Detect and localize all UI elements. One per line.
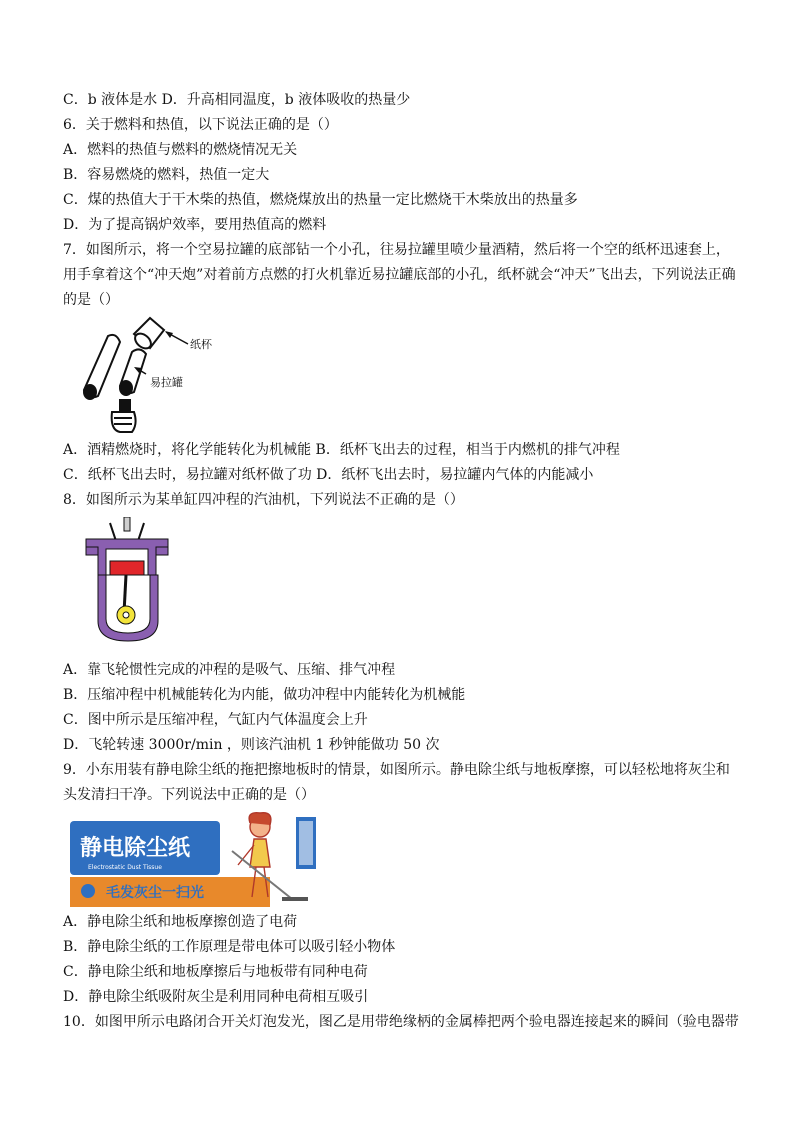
option-line: C．煤的热值大于干木柴的热值，燃烧煤放出的热量一定比燃烧干木柴放出的热量多 (63, 192, 578, 208)
option-line: B．容易燃烧的燃料，热值一定大 (63, 167, 270, 183)
question-8: 8．如图所示为某单缸四冲程的汽油机，下列说法不正确的是（） (63, 492, 464, 508)
option-line: A．酒精燃烧时，将化学能转化为机械能 B．纸杯飞出去的过程，相当于内燃机的排气冲程 (63, 442, 620, 458)
question-7-cont: 用手拿着这个“冲天炮”对着前方点燃的打火机靠近易拉罐底部的小孔，纸杯就会“冲天”飞出去，下列说法正确 (63, 267, 736, 283)
question-9-cont: 头发清扫干净。下列说法中正确的是（） (63, 787, 315, 803)
label-can: 易拉罐 (150, 376, 183, 389)
question-6: 6．关于燃料和热值，以下说法正确的是（） (63, 117, 338, 133)
fig9-subtitle: Electrostatic Dust Tissue (88, 864, 162, 871)
option-line: D．为了提高锅炉效率，要用热值高的燃料 (63, 217, 327, 233)
option-line: B．静电除尘纸的工作原理是带电体可以吸引轻小物体 (63, 939, 396, 955)
option-line: C．纸杯飞出去时，易拉罐对纸杯做了功 D．纸杯飞出去时，易拉罐内气体的内能减小 (63, 467, 594, 483)
figure-dust-tissue (70, 811, 322, 907)
option-line: D．静电除尘纸吸附灰尘是利用同种电荷相互吸引 (63, 989, 369, 1005)
option-line: B．压缩冲程中机械能转化为内能，做功冲程中内能转化为机械能 (63, 687, 466, 703)
label-cup: 纸杯 (190, 338, 212, 351)
figure-cup-and-can (70, 312, 230, 436)
option-line: A．靠飞轮惯性完成的冲程的是吸气、压缩、排气冲程 (63, 662, 396, 678)
option-line: A．静电除尘纸和地板摩擦创造了电荷 (63, 914, 298, 930)
option-line: C．静电除尘纸和地板摩擦后与地板带有同种电荷 (63, 964, 368, 980)
question-7: 7．如图所示，将一个空易拉罐的底部钻一个小孔，往易拉罐里喷少量酒精，然后将一个空的纸杯迅速套上， (63, 242, 730, 258)
option-line: A．燃料的热值与燃料的燃烧情况无关 (63, 142, 298, 158)
option-line: D．飞轮转速 3000r/min ，则该汽油机 1 秒钟能做功 50 次 (63, 737, 440, 753)
fig9-slogan: 毛发灰尘一扫光 (106, 885, 204, 901)
question-7-cont: 的是（） (63, 292, 119, 308)
text-line: C．b 液体是水 D．升高相同温度，b 液体吸收的热量少 (63, 92, 411, 108)
fig9-title: 静电除尘纸 (80, 836, 191, 861)
question-10: 10．如图甲所示电路闭合开关灯泡发光，图乙是用带绝缘柄的金属棒把两个验电器连接起来的瞬间（验电器带 (63, 1014, 739, 1030)
question-9: 9．小东用装有静电除尘纸的拖把擦地板时的情景，如图所示。静电除尘纸与地板摩擦，可以轻松地将灰尘和 (63, 762, 730, 778)
figure-engine (82, 517, 174, 645)
option-line: C．图中所示是压缩冲程，气缸内气体温度会上升 (63, 712, 368, 728)
